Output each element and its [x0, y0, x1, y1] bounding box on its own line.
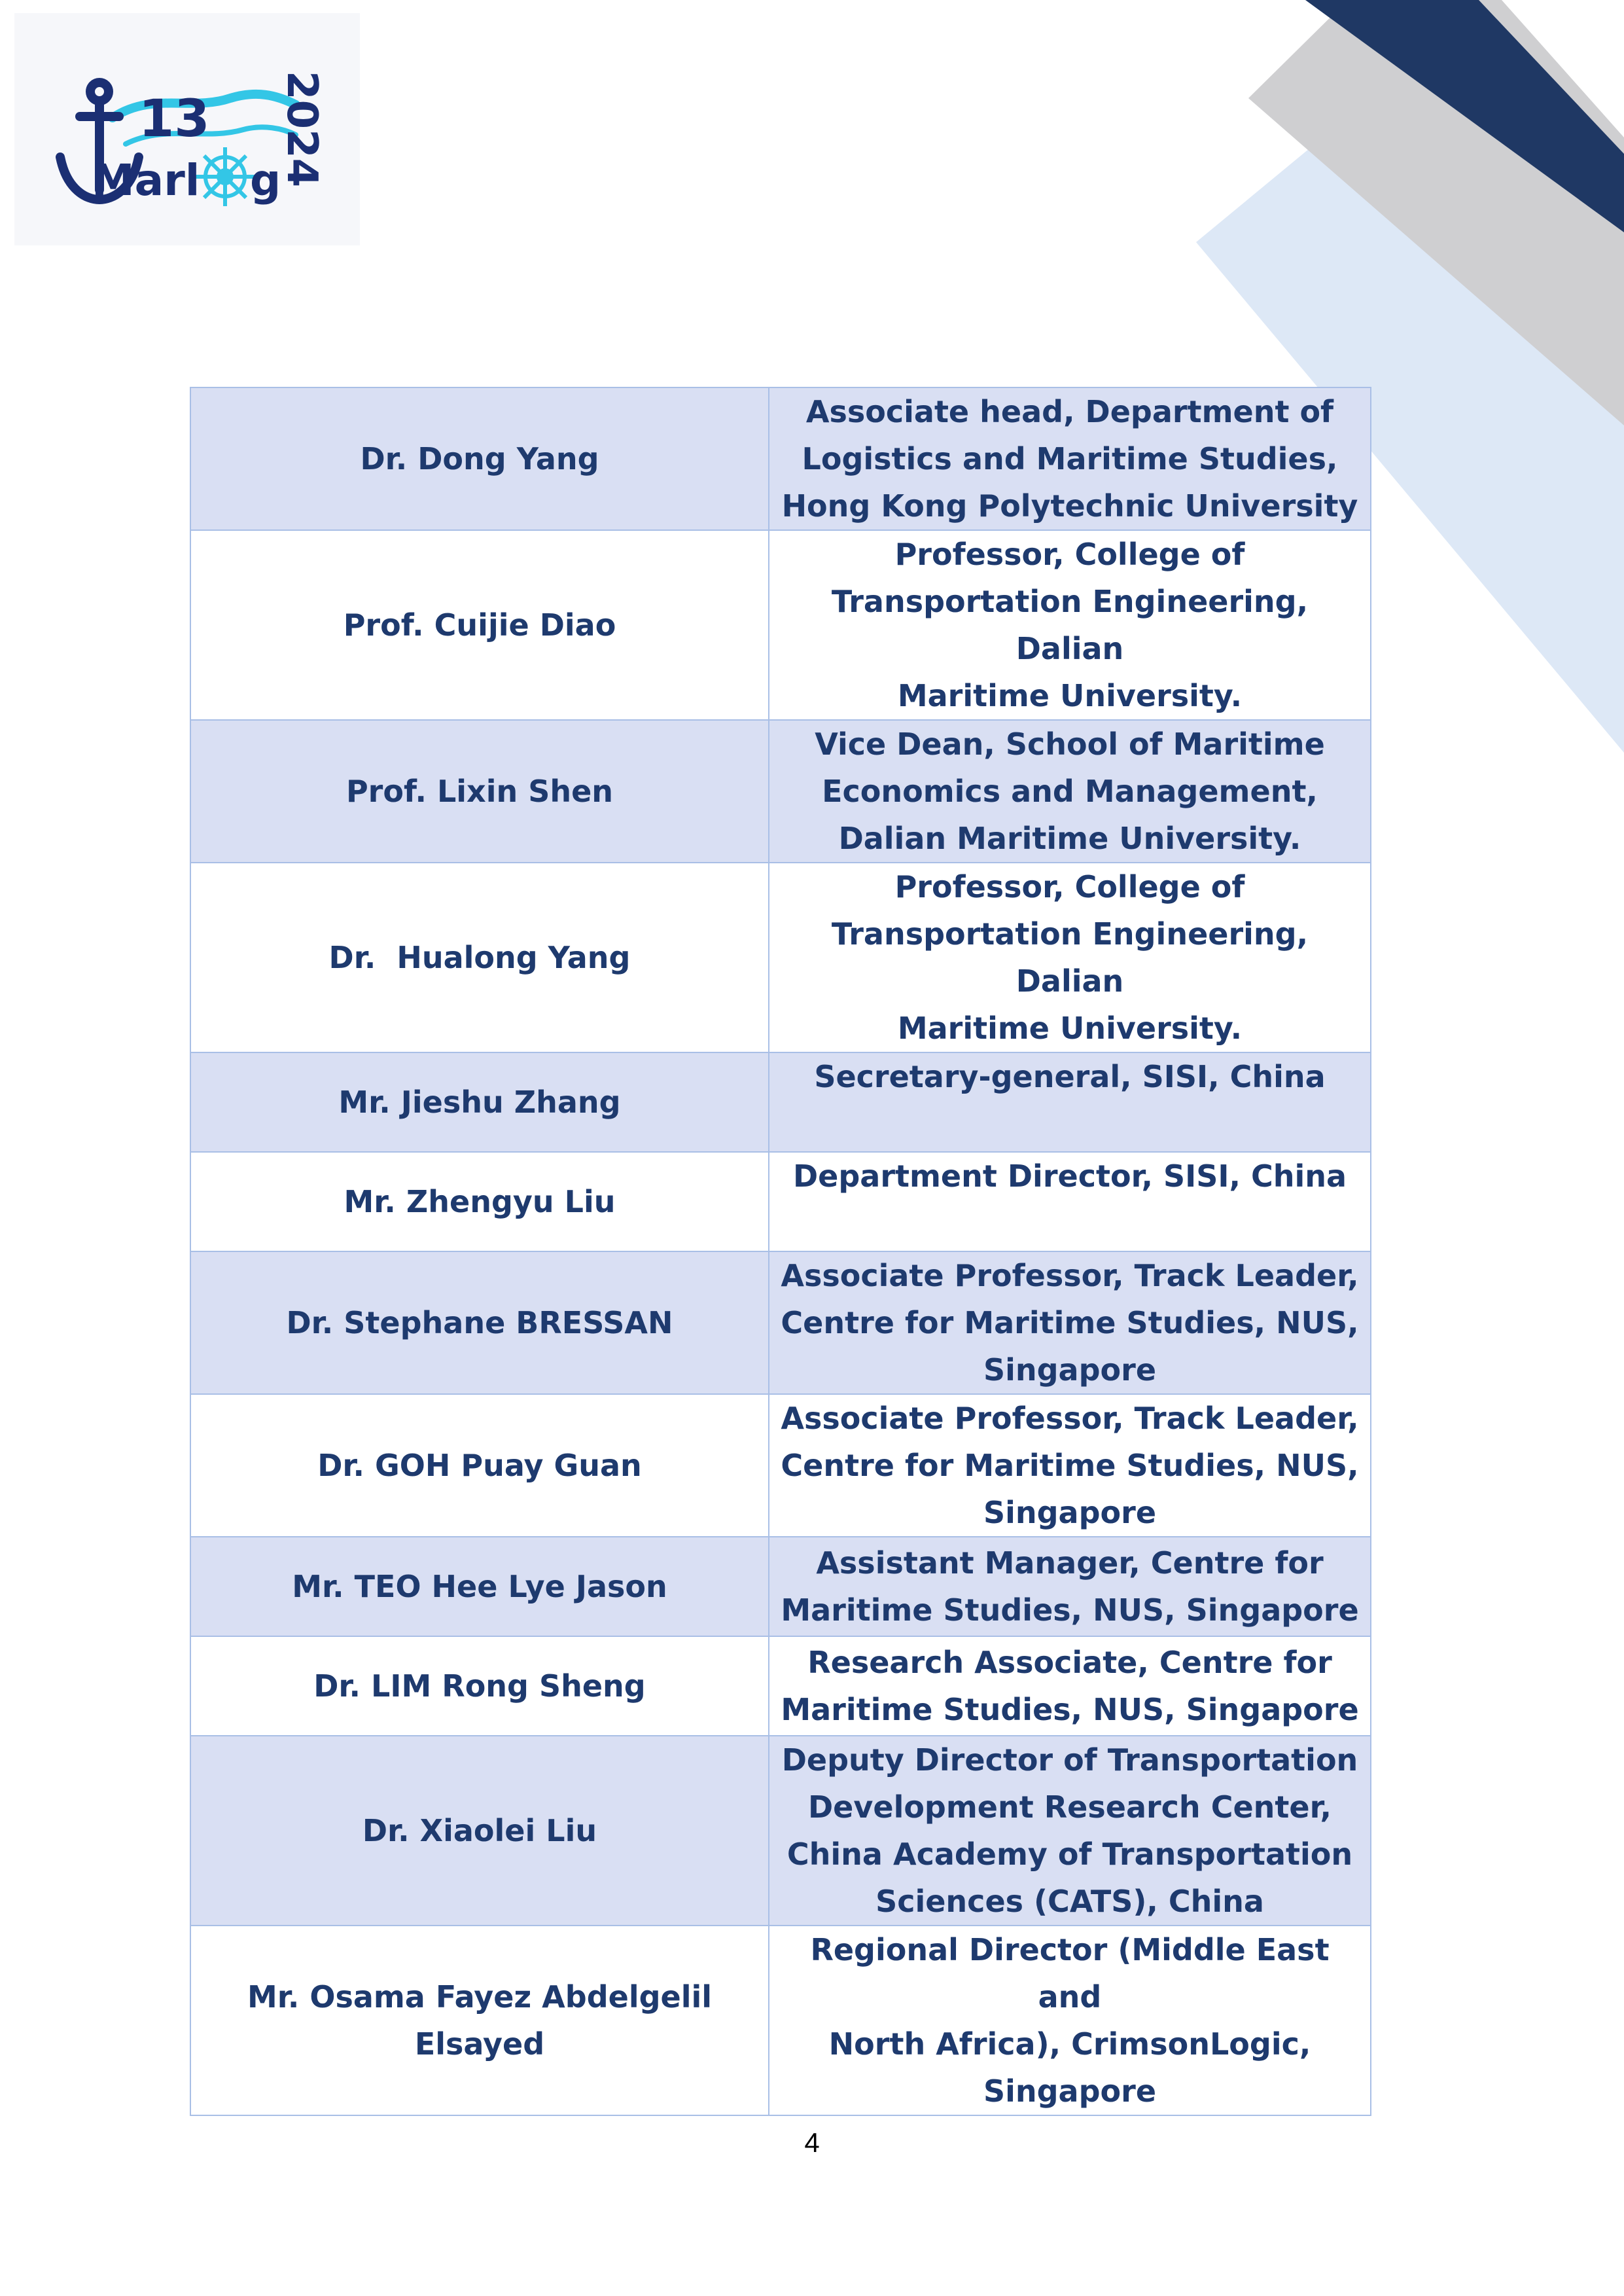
member-affiliation — [769, 387, 1371, 530]
table-row — [190, 1251, 1371, 1394]
member-name: Dr. GOH Puay Guan — [190, 1394, 769, 1537]
affiliation-line: Associate head, Department of — [805, 394, 1334, 429]
member-affiliation — [769, 1636, 1371, 1736]
member-affiliation — [769, 1152, 1371, 1251]
affiliation-line: Maritime University. — [897, 678, 1243, 713]
table-row — [190, 530, 1371, 720]
member-affiliation — [769, 530, 1371, 720]
logo-year: 2024 — [277, 71, 326, 188]
table-row — [190, 1736, 1371, 1926]
affiliation-line: Hong Kong Polytechnic University — [781, 488, 1358, 524]
table-row — [190, 1394, 1371, 1537]
member-name: Dr. Dong Yang — [190, 387, 769, 530]
affiliation-line: Associate Professor, Track Leader, — [781, 1401, 1359, 1436]
member-name: Dr. Xiaolei Liu — [190, 1736, 769, 1926]
table-row — [190, 863, 1371, 1052]
member-affiliation — [769, 863, 1371, 1052]
affiliation-line: China Academy of Transportation — [786, 1837, 1353, 1872]
member-affiliation — [769, 1052, 1371, 1152]
member-name: Prof. Cuijie Diao — [190, 530, 769, 720]
member-name: Dr. Hualong Yang — [190, 863, 769, 1052]
affiliation-line: Professor, College of — [894, 537, 1245, 572]
table-row — [190, 1052, 1371, 1152]
member-affiliation — [769, 720, 1371, 863]
name-line: Mr. Osama Fayez Abdelgelil — [247, 1979, 713, 2015]
affiliation-line: Secretary-general, SISI, China — [814, 1059, 1326, 1094]
affiliation-line: Development Research Center, — [808, 1789, 1332, 1825]
member-name — [190, 1926, 769, 2115]
member-affiliation — [769, 1394, 1371, 1537]
affiliation-line: Singapore — [983, 2073, 1157, 2109]
affiliation-line: Maritime University. — [897, 1011, 1243, 1046]
member-affiliation — [769, 1537, 1371, 1636]
affiliation-line: Transportation Engineering, Dalian — [831, 584, 1309, 666]
affiliation-line: Singapore — [983, 1495, 1157, 1530]
affiliation-line: Centre for Maritime Studies, NUS, — [781, 1305, 1359, 1340]
affiliation-line: Sciences (CATS), China — [875, 1884, 1264, 1919]
page-number: 4 — [804, 2127, 820, 2158]
member-name: Mr. TEO Hee Lye Jason — [190, 1537, 769, 1636]
marlog-logo-graphic — [14, 13, 360, 245]
member-affiliation — [769, 1926, 1371, 2115]
affiliation-line: Associate Professor, Track Leader, — [781, 1258, 1359, 1293]
affiliation-line: Centre for Maritime Studies, NUS, — [781, 1448, 1359, 1483]
affiliation-line: Singapore — [983, 1352, 1157, 1388]
marlog-logo — [14, 13, 360, 245]
affiliation-line: Deputy Director of Transportation — [781, 1742, 1358, 1778]
table-row — [190, 1636, 1371, 1736]
affiliation-line: Economics and Management, — [822, 774, 1318, 809]
table-row — [190, 387, 1371, 530]
member-name: Mr. Jieshu Zhang — [190, 1052, 769, 1152]
affiliation-line: Professor, College of — [894, 869, 1245, 905]
logo-number: 13 — [139, 90, 210, 149]
member-name: Dr. Stephane BRESSAN — [190, 1251, 769, 1394]
affiliation-line: North Africa), CrimsonLogic, — [828, 2026, 1311, 2062]
member-affiliation — [769, 1736, 1371, 1926]
affiliation-line: Maritime Studies, NUS, Singapore — [781, 1692, 1359, 1727]
member-name: Mr. Zhengyu Liu — [190, 1152, 769, 1251]
table-row — [190, 1152, 1371, 1251]
name-line: Elsayed — [414, 2026, 545, 2062]
affiliation-line: Dalian Maritime University. — [838, 821, 1301, 856]
table-row — [190, 1537, 1371, 1636]
member-name: Dr. LIM Rong Sheng — [190, 1636, 769, 1736]
affiliation-line: Department Director, SISI, China — [792, 1158, 1347, 1194]
affiliation-line: Assistant Manager, Centre for — [816, 1545, 1324, 1581]
member-affiliation — [769, 1251, 1371, 1394]
affiliation-line: Transportation Engineering, Dalian — [831, 916, 1309, 999]
affiliation-line: Logistics and Maritime Studies, — [802, 441, 1338, 476]
table-row — [190, 720, 1371, 863]
affiliation-line: Maritime Studies, NUS, Singapore — [781, 1592, 1359, 1628]
member-name: Prof. Lixin Shen — [190, 720, 769, 863]
table-row — [190, 1926, 1371, 2115]
affiliation-line: Vice Dean, School of Maritime — [815, 726, 1325, 762]
ship-wheel-icon — [196, 147, 255, 206]
logo-word-end: g — [250, 155, 281, 206]
committee-table — [190, 387, 1371, 2116]
logo-word: Marl — [92, 155, 200, 206]
affiliation-line: Research Associate, Centre for — [807, 1645, 1332, 1680]
affiliation-line: Regional Director (Middle East and — [810, 1932, 1330, 2015]
